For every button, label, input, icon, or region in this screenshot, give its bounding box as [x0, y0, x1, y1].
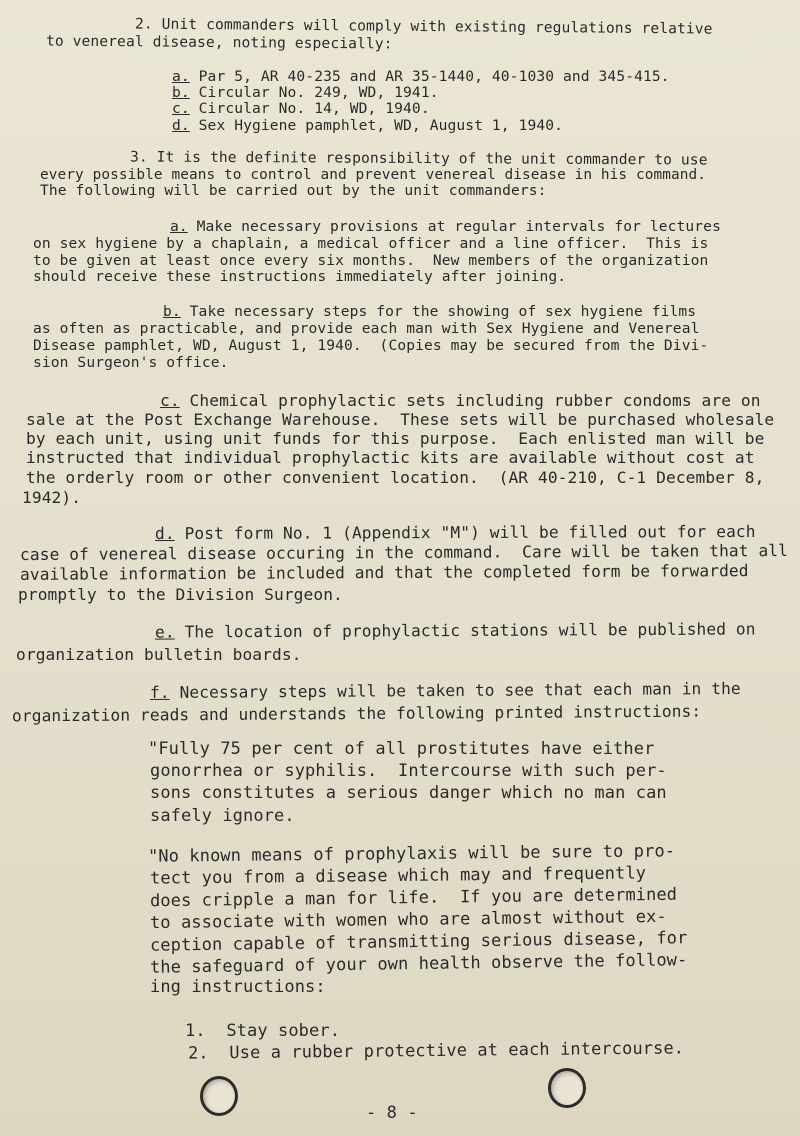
para-c-line-4: instructed that individual prophylactic kits are available without cost at	[26, 448, 755, 467]
quote-2-line-6: the safeguard of your own health observe the follow-	[149, 950, 688, 978]
p2-line-2: to venereal disease, noting especially:	[45, 32, 393, 53]
p2-item-c	[172, 100, 430, 118]
para-b-first-text: Take necessary steps for the showing of sex hygiene films	[180, 303, 697, 320]
para-d-first-text: Post form No. 1 (Appendix "M") will be filled out for each	[174, 521, 756, 543]
p3-line-2: every possible means to control and prevent venereal disease in his command.	[40, 167, 707, 183]
para-a-line-4: should receive these instructions immediately after joining.	[33, 268, 567, 285]
para-e-first-text: The location of prophylactic stations will be published on	[174, 619, 756, 642]
p2-item-a-letter: a.	[172, 68, 190, 85]
para-f-first-text: Necessary steps will be taken to see that each man in the	[169, 678, 741, 702]
para-a-line-2: on sex hygiene by a chaplain, a medical officer and a line officer. This is	[33, 235, 709, 252]
p3-line-3: The following will be carried out by the unit commanders:	[40, 182, 547, 199]
para-d-line-4: promptly to the Division Surgeon.	[18, 585, 343, 604]
para-a-first-text: Make necessary provisions at regular intervals for lectures	[187, 218, 721, 235]
quote-2-line-4: to associate with women who are almost without ex-	[149, 906, 667, 934]
para-c-line-5: the orderly room or other convenient location. (AR 40-210, C-1 December 8,	[26, 468, 765, 487]
instruction-2: 2. Use a rubber protective at each intercourse.	[187, 1038, 685, 1064]
p2-item-b-letter: b.	[172, 84, 190, 101]
para-c-line-6: 1942).	[22, 488, 82, 507]
para-e-first-line	[155, 618, 756, 643]
page-number: - 8 -	[366, 1103, 418, 1123]
quote-2-line-2: tect you from a disease which may and frequently	[149, 863, 647, 889]
para-b-letter: b.	[163, 303, 181, 320]
instruction-1: 1. Stay sober.	[185, 1021, 341, 1041]
p2-item-a-text: Par 5, AR 40-235 and AR 35-1440, 40-1030 and 345-415.	[189, 68, 670, 85]
p2-item-d-text: Sex Hygiene pamphlet, WD, August 1, 1940.	[189, 117, 564, 134]
quote-1-line-3: sons constitutes a serious danger which no man can	[150, 783, 667, 803]
para-c-line-2: sale at the Post Exchange Warehouse. These sets will be purchased wholesale	[26, 410, 775, 429]
para-b-line-4: sion Surgeon's office.	[33, 354, 229, 371]
quote-2-line-3: does cripple a man for life. If you are determined	[149, 884, 678, 912]
para-f-line-2: organization reads and understands the following printed instructions:	[11, 701, 702, 726]
para-e-line-2: organization bulletin boards.	[16, 645, 302, 664]
quote-1-line-2: gonorrhea or syphilis. Intercourse with such per-	[150, 761, 667, 781]
para-d-line-3: available information be included and that the completed form be forwarded	[19, 561, 749, 584]
p3-line-1: 3. It is the definite responsibility of the unit commander to use	[129, 148, 708, 169]
p2-line-1: 2. Unit commanders will comply with existing regulations relative	[134, 15, 713, 38]
para-b-line-3: Disease pamphlet, WD, August 1, 1940. (Copies may be secured from the Divi-	[33, 337, 709, 354]
quote-1-line-1: "Fully 75 per cent of all prostitutes have either	[148, 739, 655, 759]
p2-item-c-letter: c.	[172, 100, 190, 117]
para-d-letter: d.	[154, 523, 175, 544]
p2-item-b-text: Circular No. 249, WD, 1941.	[189, 84, 439, 101]
para-f-letter: f.	[149, 682, 170, 703]
para-c-first-text: Chemical prophylactic sets including rubber condoms are on	[179, 391, 761, 410]
quote-2-line-1: "No known means of prophylaxis will be sure to pro-	[147, 841, 676, 867]
p2-item-d-letter: d.	[172, 117, 190, 134]
quote-1-line-4: safely ignore.	[150, 806, 295, 826]
punch-hole-left	[200, 1076, 238, 1116]
p2-item-d	[172, 117, 563, 135]
para-e-letter: e.	[154, 622, 175, 642]
punch-hole-right	[548, 1068, 586, 1108]
quote-2-line-5: ception capable of transmitting serious disease, for	[149, 928, 688, 956]
para-a-letter: a.	[170, 218, 188, 235]
para-c-letter: c.	[160, 391, 180, 410]
quote-2-line-7: ing instructions:	[150, 977, 326, 997]
para-d-line-2: case of venereal disease occuring in the command. Care will be taken that all	[19, 540, 789, 565]
p2-item-c-text: Circular No. 14, WD, 1940.	[189, 100, 430, 117]
para-a-line-3: to be given at least once every six months. New members of the organization	[33, 252, 709, 269]
para-c-line-3: by each unit, using unit funds for this purpose. Each enlisted man will be	[26, 429, 765, 448]
para-b-line-2: as often as practicable, and provide each man with Sex Hygiene and Venereal	[33, 320, 700, 337]
para-b-first-line	[163, 303, 696, 321]
para-a-first-line	[170, 218, 721, 236]
